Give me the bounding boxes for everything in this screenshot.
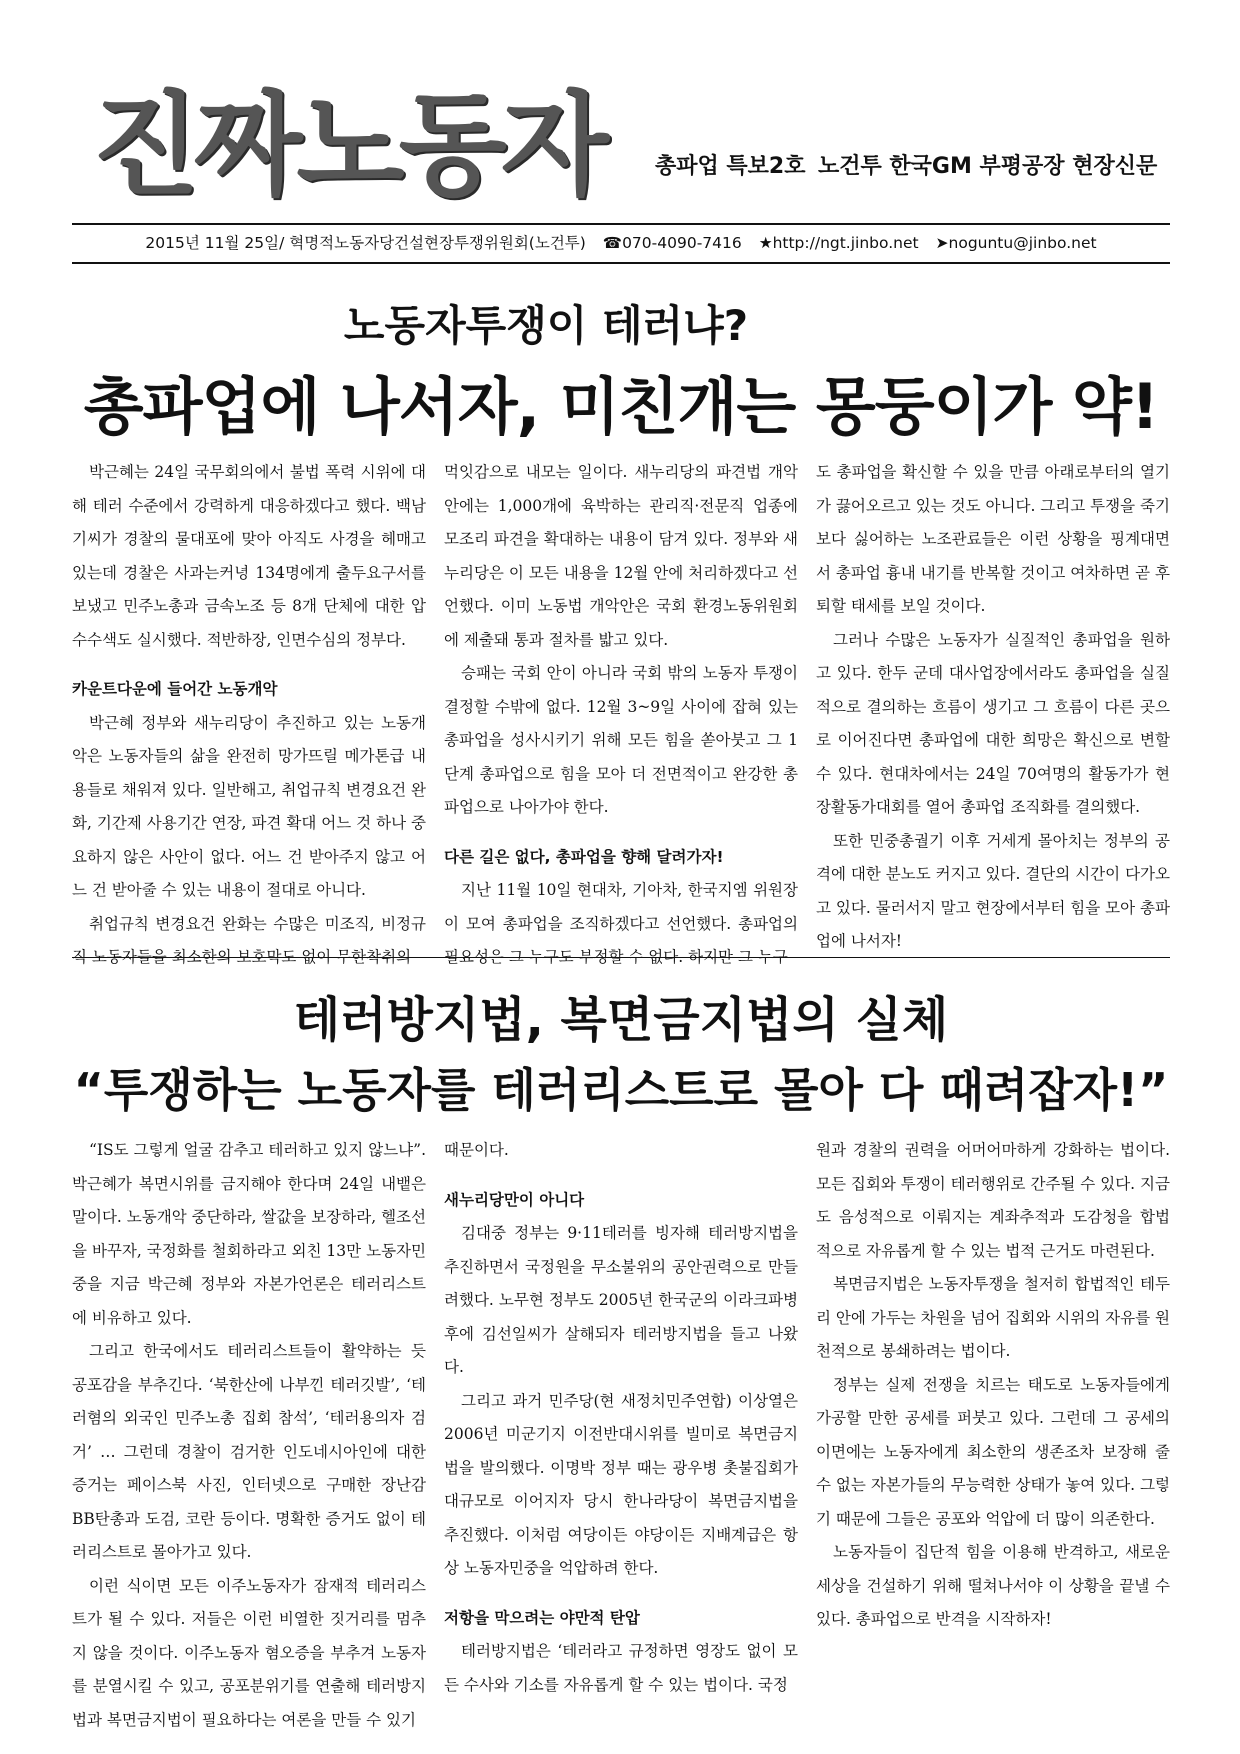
article2-paragraph: 김대중 정부는 9·11테러를 빙자해 테러방지법을 추진하면서 국정원을 무소불위의 공안권력으로 만들려했다. 노무현 정부도 2005년 한국군의 이라크파병 후에 김선일씨가 살해되자 테러방지법을 들고 나왔다. (444, 1224, 798, 1376)
info-email-link[interactable]: ➤noguntu@jinbo.net (935, 234, 1097, 252)
article2-column-1 (72, 1134, 426, 1734)
article2-paragraph: 그리고 과거 민주당(현 새정치민주연합) 이상열은 2006년 미군기지 이전반대시위를 빌미로 복면금지법을 발의했다. 이명박 정부 때는 광우병 촛불집회가 대규모로 이어지자 당시 한나라당이 복면금지법을 추진했다. 이처럼 여당이든 야당이든 지배계급은 항상 노동자민중을 억압하려 한다. (444, 1391, 798, 1577)
article2-paragraph: 테러방지법은 ‘테러라고 규정하면 영장도 없이 모든 수사와 기소를 자유롭게 할 수 있는 법이다. 국정 (444, 1642, 798, 1694)
masthead-rule-top (72, 223, 1170, 225)
article1-paragraph: 또한 민중총궐기 이후 거세게 몰아치는 정부의 공격에 대한 분노도 커지고 있다. 결단의 시간이 다가오고 있다. 물러서지 말고 현장에서부터 힘을 모아 총파업에 나서자! (816, 831, 1170, 950)
article1-subheading: 카운트다운에 들어간 노동개악 (72, 680, 278, 698)
masthead-rule-bottom (72, 262, 1170, 264)
article1-paragraph: 도 총파업을 확신할 수 있을 만큼 아래로부터의 열기가 끓어오르고 있는 것도 아니다. 그리고 투쟁을 죽기보다 싫어하는 노조관료들은 이런 상황을 핑계대면서 총파업 흉내 내기를 반복할 것이고 여차하면 곧 후퇴할 태세를 보일 것이다. (816, 463, 1170, 615)
masthead-title: 진짜노동자 (92, 81, 603, 211)
info-date-org: 2015년 11월 25일/ 혁명적노동자당건설현장투쟁위원회(노건투) (145, 234, 586, 252)
article2-paragraph: 때문이다. (444, 1141, 509, 1159)
article-divider (72, 957, 1170, 958)
article1-paragraph: 승패는 국회 안이 아니라 국회 밖의 노동자 투쟁이 결정할 수밖에 없다. 12월 3~9일 사이에 잡혀 있는 총파업을 성사시키기 위해 모든 힘을 쏟아붓고 그 1단계 총파업으로 힘을 모아 더 전면적이고 완강한 총파업으로 나아가야 한다. (444, 664, 798, 816)
article2-paragraph: 이런 식이면 모든 이주노동자가 잠재적 테러리스트가 될 수 있다. 저들은 이런 비열한 짓거리를 멈추지 않을 것이다. 이주노동자 혐오증을 부추겨 노동자를 분열시킬 수 있고, 공포분위기를 연출해 테러방지법과 복면금지법이 필요하다는 여론을 만들 수 있기 (72, 1576, 426, 1729)
article1-paragraph: 취업규칙 변경요건 완화는 수많은 미조직, 비정규직 노동자들을 최소한의 보호막도 없이 무한착취의 (72, 914, 426, 966)
article1-subheading: 다른 길은 없다, 총파업을 향해 달려가자! (444, 847, 724, 866)
info-web-link[interactable]: ★http://ngt.jinbo.net (758, 234, 919, 252)
article2-paragraph: 정부는 실제 전쟁을 치르는 태도로 노동자들에게 가공할 만한 공세를 퍼붓고 있다. 그런데 그 공세의 이면에는 노동자에게 최소한의 생존조차 보장해 줄 수 없는 자본가들의 무능력한 상태가 놓여 있다. 그렇기 때문에 그들은 공포와 억압에 더 많이 의존한다. (816, 1375, 1170, 1528)
article1-column-2 (444, 456, 798, 966)
article1-paragraph: 그러나 수많은 노동자가 실질적인 총파업을 원하고 있다. 한두 군데 대사업장에서라도 총파업을 실질적으로 결의하는 흐름이 생기고 그 흐름이 다른 곳으로 이어진다면 총파업에 대한 희망은 확신으로 변할 수 있다. 현대차에서는 24일 70여명의 활동가가 현장활동가대회를 열어 총파업 조직화를 결의했다. (816, 630, 1170, 816)
article2-column-2 (444, 1134, 798, 1734)
article2-paragraph: 그리고 한국에서도 테러리스트들이 활약하는 듯 공포감을 부추긴다. ‘북한산에 나부낀 테러깃발’, ‘테러혐의 외국인 민주노총 집회 참석’, ‘테러용의자 검거’ … 그런데 경찰이 검거한 인도네시아인에 대한 증거는 페이스북 사진, 인터넷으로 구매한 장난감 BB탄총과 도검, 코란 등이다. 명확한 증거도 없이 테러리스트로 몰아가고 있다. (72, 1342, 426, 1561)
article1-paragraph: 박근혜 정부와 새누리당이 추진하고 있는 노동개악은 노동자들의 삶을 완전히 망가뜨릴 메가톤급 내용들로 채워져 있다. 일반해고, 취업규칙 변경요건 완화, 기간제 사용기간 연장, 파견 확대 어느 것 하나 중요하지 않은 사안이 없다. 어느 건 받아주지 않고 어느 건 받아줄 수 있는 내용이 절대로 아니다. (72, 713, 426, 899)
article1-paragraph: 지난 11월 10일 현대차, 기아차, 한국지엠 위원장이 모여 총파업을 조직하겠다고 선언했다. 총파업의 필요성은 그 누구도 부정할 수 없다. 하지만 그 누구 (444, 881, 798, 966)
article2-paragraph: 원과 경찰의 권력을 어머어마하게 강화하는 법이다. 모든 집회와 투쟁이 테러행위로 간주될 수 있다. 지금도 음성적으로 이뤄지는 계좌추적과 도감청을 합법적으로 자유롭게 할 수 있는 법적 근거도 마련된다. (816, 1141, 1170, 1260)
info-phone: ☎070-4090-7416 (602, 234, 742, 252)
article2-paragraph: 복면금지법은 노동자투쟁을 철저히 합법적인 테두리 안에 가두는 차원을 넘어 집회와 시위의 자유를 원천적으로 봉쇄하려는 법이다. (816, 1275, 1170, 1360)
article2-subheading: 새누리당만이 아니다 (444, 1190, 585, 1209)
article2-headline: 테러방지법, 복면금지법의 실체 (293, 992, 949, 1048)
article1-paragraph: 박근혜는 24일 국무회의에서 불법 폭력 시위에 대해 테러 수준에서 강력하게 대응하겠다고 했다. 백남기씨가 경찰의 물대포에 맞아 아직도 사경을 헤매고 있는데 경찰은 사과는커녕 134명에게 출두요구서를 보냈고 민주노총과 금속노조 등 8개 단체에 대한 압수수색도 실시했다. 적반하장, 인면수심의 정부다. (72, 463, 426, 649)
info-line (72, 230, 1170, 256)
article1-headline: 총파업에 나서자, 미친개는 몽둥이가 약! (83, 370, 1159, 443)
article2-paragraph: “IS도 그렇게 얼굴 감추고 테러하고 있지 않느냐”. 박근혜가 복면시위를 금지해야 한다며 24일 내뱉은 말이다. 노동개악 중단하라, 쌀값을 보장하라, 헬조선을 바꾸자, 국정화를 철회하라고 외친 13만 노동자민중을 지금 박근혜 정부와 자본가언론은 테러리스트에 비유하고 있다. (72, 1141, 426, 1327)
article1-column-1 (72, 456, 426, 966)
article2-paragraph: 노동자들이 집단적 힘을 이용해 반격하고, 새로운 세상을 건설하기 위해 떨쳐나서야 이 상황을 끝낼 수 있다. 총파업으로 반격을 시작하자! (816, 1543, 1170, 1628)
article2-column-3 (816, 1134, 1170, 1734)
article1-paragraph: 먹잇감으로 내모는 일이다. 새누리당의 파견법 개악안에는 1,000개에 육박하는 관리직·전문직 업종에 모조리 파견을 확대하는 내용이 담겨 있다. 정부와 새누리당은 이 모든 내용을 12월 안에 처리하겠다고 선언했다. 이미 노동법 개악안은 국회 환경노동위원회에 제출돼 통과 절차를 밟고 있다. (444, 463, 798, 649)
article1-kicker: 노동자투쟁이 테러냐? (343, 301, 749, 350)
article2-subheading: 저항을 막으려는 야만적 탄압 (444, 1608, 640, 1627)
paper-label: 노건투 한국GM 부평공장 현장신문 (818, 154, 1158, 179)
issue-label: 총파업 특보2호 (655, 154, 806, 179)
article2-subhead: “투쟁하는 노동자를 테러리스트로 몰아 다 때려잡자!” (73, 1063, 1169, 1117)
article1-column-3 (816, 456, 1170, 950)
